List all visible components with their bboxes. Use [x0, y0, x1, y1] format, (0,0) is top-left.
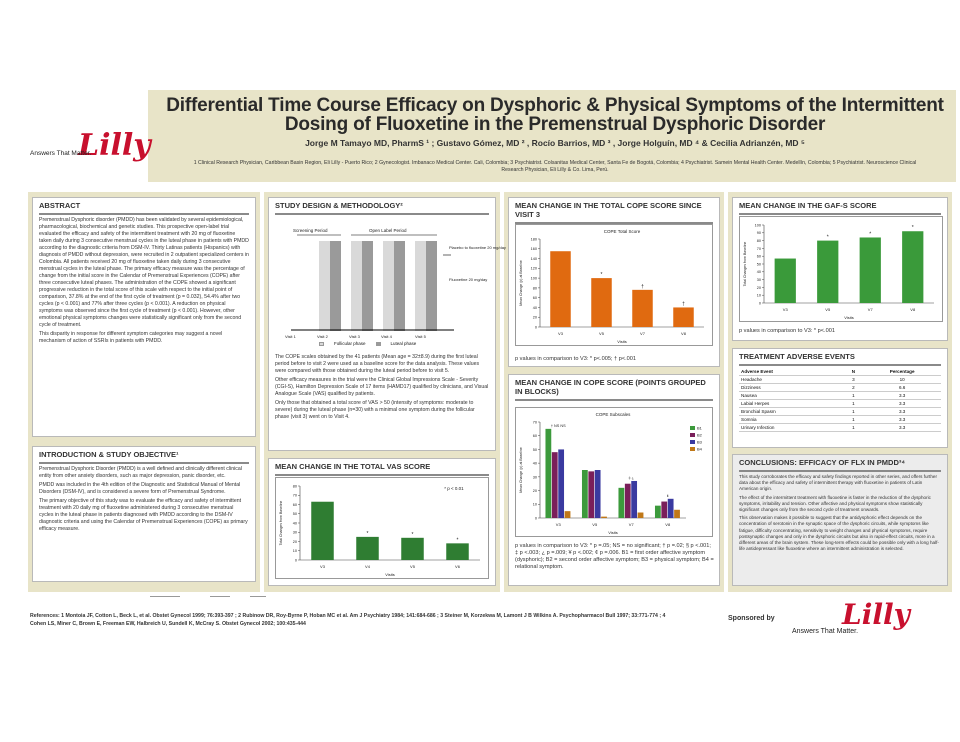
x-tick-label: V8	[681, 331, 686, 336]
legend-label: B3	[697, 439, 702, 445]
significance-marker: *	[411, 531, 414, 538]
y-axis-label: Total Changes from Baseline	[279, 500, 283, 546]
legend-label: B4	[697, 446, 702, 452]
logo-tagline: Answers That Matter.	[30, 150, 92, 157]
bar	[356, 537, 379, 560]
bar-b3	[558, 449, 564, 518]
y-tick-label: 40	[756, 270, 761, 275]
table-cell: Urinary Infection	[739, 424, 844, 432]
y-tick-label: 30	[532, 475, 537, 480]
significance-marker: *	[826, 234, 829, 241]
y-axis-label: Mean Change (p) at Baseline	[519, 260, 523, 306]
table-header: Adverse Event	[739, 368, 844, 376]
table-cell: Nausea	[739, 392, 844, 400]
x-tick-label: V8	[910, 307, 916, 312]
adverse-events-table	[739, 368, 941, 432]
introduction-panel	[32, 446, 256, 582]
gafs-chart	[740, 217, 942, 321]
x-tick-label: V5	[599, 331, 604, 336]
y-tick-label: 100	[754, 223, 761, 228]
design-text-3: Only those that obtained a total score of VAS > 50 (intensity of symptoms: moderate to severe) during the luteal phase (n=30) with a minimal one symptom during the follicular phase (visit 3) went on to Visit 4.	[275, 400, 475, 420]
bar	[902, 231, 923, 303]
bar	[860, 237, 881, 303]
significance-marker: *	[869, 231, 872, 238]
conclusions-title: CONCLUSIONS: EFFICACY OF FLX IN PMDD³⁴	[739, 458, 906, 467]
bar-b4	[565, 511, 571, 518]
divider	[275, 474, 489, 476]
y-tick-label: 0	[534, 325, 537, 330]
cope-total-panel	[508, 197, 720, 367]
bar	[673, 307, 694, 327]
table-cell: Dizziness	[739, 384, 844, 392]
divider	[515, 399, 713, 401]
bar-b2	[552, 452, 558, 518]
chart-title: COPE Total Score	[603, 229, 641, 234]
x-tick-label: V8	[665, 522, 671, 527]
x-tick-label: V7	[640, 331, 645, 336]
y-tick-label: 180	[530, 237, 537, 242]
vas-chart	[276, 478, 488, 578]
vas-title: MEAN CHANGE IN THE TOTAL VAS SCORE	[275, 462, 431, 471]
design-legend	[319, 341, 495, 346]
cope-blocks-title: MEAN CHANGE IN COPE SCORE (POINTS GROUPED IN BLOCKS)	[515, 378, 706, 396]
bar-b1	[655, 506, 661, 518]
intro-paragraph-1: Premenstrual Dysphoric Disorder (PMDD) is a well defined and clinically different clinical entity from other anxiety disorders, such as major depression, panic disorder, etc.	[39, 466, 242, 479]
x-tick-label: V6	[455, 564, 460, 569]
design-visit-4: Visit 4	[381, 334, 392, 339]
study-design-body	[269, 352, 495, 425]
bar	[550, 251, 571, 327]
adverse-events-panel	[732, 348, 948, 448]
cope-blocks-footnote: p values in comparison to V3: * p =.05; NS = no significant; † p =.02; § p <.001; ‡ p <.003; ¿ p =.009; ¥ p <.002; ¢ p =.006. B1 = first order affective symptom (dysphoric); B2 = second order affective symptom; B3 = physical symptom; B4 = relational symptom.	[515, 543, 714, 570]
significance-marker: ¢	[666, 493, 669, 498]
x-axis-label: Visits	[844, 315, 854, 320]
table-cell: Somnia	[739, 416, 844, 424]
y-tick-label: 120	[530, 266, 537, 271]
intro-paragraph-3: The primary objective of this study was to evaluate the efficacy and safety of intermittent treatment with 20 daily mg of fluoxetine administered during 3 consecutive menstrual cycles in the luteal phase in patients diagnosed with PMDD according to the DSM-IV diagnostic criteria and using the Calendar of Premenstrual Experiences (COPE) as primary efficacy measure.	[39, 498, 248, 532]
intro-paragraph-2: PMDD was included in the 4th edition of the Diagnostic and Statistical Manual of Mental Disorders (DSM-IV), and is considered a severe form of Premenstrual Syndrome.	[39, 482, 241, 495]
footer-divider-left	[150, 596, 180, 597]
y-tick-label: 0	[534, 516, 537, 521]
significance-marker: ‡ ¿	[628, 475, 634, 480]
introduction-title: INTRODUCTION & STUDY OBJECTIVE¹	[39, 450, 179, 459]
vas-annotation: * p < 0.01	[444, 486, 464, 491]
y-tick-label: 30	[756, 278, 761, 282]
y-tick-label: 60	[292, 502, 297, 507]
table-cell: 1	[844, 408, 864, 416]
adverse-events-title: TREATMENT ADVERSE EVENTS	[739, 352, 855, 361]
table-cell: 1	[844, 424, 864, 432]
bar-b2	[661, 502, 667, 518]
design-label-openlabel: Open Label Period	[369, 228, 407, 233]
gafs-title: MEAN CHANGE IN THE GAF-S SCORE	[739, 201, 877, 210]
divider	[739, 213, 941, 215]
table-row	[739, 416, 941, 424]
cope-blocks-panel	[508, 374, 720, 586]
y-tick-label: 50	[292, 512, 297, 517]
table-row	[739, 400, 941, 408]
y-tick-label: 160	[530, 247, 537, 252]
significance-marker: *	[600, 272, 603, 279]
footer-divider-mid	[210, 596, 230, 597]
y-tick-label: 100	[530, 276, 537, 281]
bar	[401, 538, 424, 560]
y-tick-label: 30	[292, 530, 297, 535]
y-tick-label: 0	[758, 301, 761, 306]
bar-b3	[631, 481, 637, 518]
significance-marker: *	[456, 537, 459, 544]
legend-follicular: Follicular phase	[334, 341, 366, 346]
table-cell: 6.6	[863, 384, 941, 392]
y-tick-label: 50	[532, 447, 537, 452]
table-cell: 3.3	[863, 416, 941, 424]
table-row	[739, 408, 941, 416]
table-row	[739, 392, 941, 400]
y-tick-label: 70	[756, 246, 761, 251]
table-cell: Labial Herpes	[739, 400, 844, 408]
x-tick-label: V5	[592, 522, 598, 527]
legend-luteal: Luteal phase	[390, 341, 417, 346]
lilly-logo-bottom: Lilly	[842, 598, 910, 631]
study-design-diagram	[269, 215, 506, 341]
cope-blocks-chart-box	[515, 407, 713, 537]
y-tick-label: 20	[756, 285, 761, 290]
vas-panel	[268, 458, 496, 586]
abstract-title: ABSTRACT	[39, 201, 81, 210]
gafs-panel	[732, 197, 948, 341]
cope-blocks-chart	[516, 408, 712, 536]
x-tick-label: V7	[628, 522, 634, 527]
x-tick-label: V3	[558, 331, 563, 336]
y-tick-label: 90	[756, 231, 761, 236]
y-tick-label: 20	[532, 488, 537, 493]
bar	[311, 502, 334, 560]
significance-marker: *	[911, 225, 914, 232]
y-tick-label: 50	[756, 262, 761, 267]
legend-swatch	[690, 433, 695, 437]
y-tick-label: 80	[532, 286, 537, 291]
bar-b4	[601, 517, 607, 518]
table-cell: Bronchial Spasm	[739, 408, 844, 416]
y-tick-label: 20	[292, 539, 297, 544]
table-cell: 3.3	[863, 424, 941, 432]
table-header: Percentage	[863, 368, 941, 376]
y-tick-label: 40	[292, 521, 297, 526]
legend-swatch	[690, 440, 695, 444]
y-tick-label: 60	[532, 434, 537, 439]
design-label-screening: Screening Period	[293, 228, 328, 233]
table-cell: 1	[844, 392, 864, 400]
bar	[817, 241, 838, 303]
bar-b2	[588, 471, 594, 518]
conclusions-body	[733, 472, 947, 556]
table-cell: 10	[863, 376, 941, 384]
table-cell: 3.3	[863, 400, 941, 408]
y-tick-label: 140	[530, 256, 537, 261]
legend-swatch	[690, 447, 695, 451]
design-visit-2: Visit 2	[317, 334, 328, 339]
cope-total-footnote: p values in comparison to V3: * p<.005; † p<.001	[515, 356, 636, 362]
design-label-placebo: Placebo to fluoxetine 20 mg/day	[449, 245, 506, 250]
y-tick-label: 40	[532, 461, 537, 466]
y-tick-label: 10	[292, 549, 297, 554]
x-tick-label: V4	[365, 564, 370, 569]
gafs-footnote: p values in comparison to V3: * p<.001	[739, 328, 835, 334]
y-tick-label: 60	[532, 296, 537, 301]
design-text-2: Other efficacy measures in the trial were the Clinical Global Impressions Scale - Severity (CGI-S), Hamilton Depression Scale of 17 items (HAMD17) qualified by clinicians, and Visual Analogue Scale (VAS) qualified by patients.	[275, 377, 489, 397]
table-cell: 1	[844, 400, 864, 408]
design-text-1: The COPE scales obtained by the 41 patients (Mean age = 32±8.9) during the first luteal period before to visit 2 were used as a baseline score for the data analysis. These values were compared with those obtained during the luteal period before to visit 5.	[275, 354, 480, 374]
poster-authors: Jorge M Tamayo MD, PharmS ¹ ; Gustavo Gómez, MD ² , Rocío Barrios, MD ³ , Jorge Holguín, MD ⁴ & Cecilia Adrianzén, MD ⁵	[305, 138, 805, 148]
abstract-text: Premenstrual Dysphoric disorder (PMDD) has been validated by several epidemiological, pharmacological, biochemical and genetic studies. This prospective open-label trial evaluated the efficacy and safety of the intermittent treatment with 20 mg of fluoxetine taken daily during 3 consecutive menstrual cycles in the luteal phase in patients with PMDD according to the diagnostic criteria from DSM-IV. Thirty Latinas patients (Hispanics) with diagnosis of PMDD without depression, were recruited in 2 outpatient specialized centers in Colombia. All patients received 20 mg of fluoxetine taken daily during 3 consecutive menstrual cycles in the luteal phase. The primary efficacy measure was the percentage of change from the initial score in the Calendar of Premenstrual Experiences (COPE) after three consecutive luteal phases. The administration of the COPE showed a significant progressive reduction in the total score of this scale with respect to the initial point of comparison, 37.8% at the end of the first cycle of treatment (p = 0.032), 54.4% after two cycles (p < 0.001) and 77% after three cycles (p < 0.001). A reduction on physical symptoms was observed since the first cycle of treatment (p < 0.001). However, other emotional physical symptoms changes were statistically significant only from the second cycle of treatment.	[39, 217, 249, 328]
logo-tagline-bottom: Answers That Matter.	[792, 628, 859, 635]
legend-label: B1	[697, 425, 702, 431]
chart-title: COPE Subscales	[595, 412, 631, 417]
y-tick-label: 60	[756, 254, 761, 259]
cope-total-chart-box	[515, 224, 713, 346]
table-header-row	[739, 368, 941, 376]
table-header: N	[844, 368, 864, 376]
cope-total-chart	[516, 225, 712, 345]
y-tick-label: 70	[292, 493, 297, 498]
gafs-chart-box	[739, 216, 943, 322]
y-tick-label: 10	[532, 502, 537, 507]
y-axis-label: Mean Change (p) at Baseline	[519, 447, 523, 493]
introduction-body	[33, 464, 255, 537]
x-axis-label: Visits	[385, 572, 395, 577]
y-tick-label: 80	[756, 239, 761, 243]
poster-affiliations: 1 Clinical Research Physician, Caribbean Basin Region, Eli Lilly - Puerto Rico; 2 Gynecologist. Imbanaco Medical Center. Cali, Colombia; 3 Psychiatrist. Colsanitas Medical Center, Santa Fe de Bogotá, Colombia; 4 Psychiatrist. Samein Mental Health Center. Medellín, Colombia; 5 Psychiatrist. Neuroscience Clinical Research Physician, Eli Lilly & Co. Lima, Perú.	[193, 160, 917, 173]
table-row	[739, 384, 941, 392]
abstract-panel	[32, 197, 256, 437]
bar	[632, 290, 653, 327]
legend-label: B2	[697, 432, 702, 438]
conclusion-item-2: The effect of the intermittent treatment with fluoxetine is faster in the reduction of the dysphoric symptoms, irritability and tension. Other affective and physical symptoms show statistically significant changes only from the second cycle of treatment onwards.	[739, 494, 931, 513]
bar	[446, 543, 469, 560]
y-tick-label: 10	[756, 293, 761, 298]
y-tick-label: 20	[532, 315, 537, 320]
cope-total-title: MEAN CHANGE IN THE TOTAL COPE SCORE SINCE VISIT 3	[515, 201, 702, 219]
footer-divider-right	[250, 596, 266, 597]
table-row	[739, 376, 941, 384]
significance-marker: †	[641, 283, 644, 290]
abstract-text-2: This disparity in response for different symptom categories may suggest a novel mechanism of action of SSRIs in patients with PMDD.	[39, 331, 223, 344]
bar-b2	[625, 484, 631, 518]
poster-header	[0, 90, 960, 190]
x-axis-label: Visits	[617, 339, 627, 344]
references: References: 1 Montoia JF, Cotton L, Beck L, et al. Obstet Gynecol 1999; 76:393-397 ; 2 Rubinow DR, Roy-Byrne P, Hoban MC et al. Am J Psychiatry 1984; 141:684-686 ; 3 Steiner M, Korzekwa M, Lamont J B Wilkins A. Psychopharmacol Bull 1997; 33:771-774 ; 4 Cohen LS, Miner C, Brown E, Freeman EW, Halbreich U, Sundell K, McCray S. Obstet Gynecol 2002; 100:435-444	[30, 613, 666, 627]
study-design-panel	[268, 197, 506, 451]
table-cell: 1	[844, 416, 864, 424]
bar	[591, 278, 612, 327]
conclusions-panel	[732, 454, 948, 586]
table-row	[739, 424, 941, 432]
significance-marker: †	[682, 301, 685, 308]
table-cell: Headache	[739, 376, 844, 384]
design-visit-3: Visit 3	[349, 334, 360, 339]
y-tick-label: 0	[294, 558, 297, 563]
design-visit-5: Visit 5	[415, 334, 426, 339]
study-design-title: STUDY DESIGN & METHODOLOGY²	[275, 201, 403, 210]
bar	[775, 259, 796, 303]
x-tick-label: V7	[867, 307, 873, 312]
table-cell: 3.3	[863, 392, 941, 400]
y-axis-label: Total Changes from Baseline	[743, 241, 747, 287]
significance-marker: *	[366, 530, 369, 537]
design-visit-1: Visit 1	[285, 334, 296, 339]
bar-b4	[674, 510, 680, 518]
divider	[739, 364, 941, 366]
bar-b3	[595, 470, 601, 518]
sponsored-by-label: Sponsored by	[728, 615, 775, 622]
bar-b1	[545, 429, 551, 518]
vas-chart-box	[275, 477, 489, 579]
conclusion-item-1: This study corroborates the efficacy and safety findings reported in other series, and offers further data about the efficacy and safety of intermittent therapy with fluoxetine in patients of Latin American origin.	[739, 474, 937, 492]
y-tick-label: 80	[292, 484, 297, 489]
lilly-logo: Lilly	[78, 128, 151, 163]
poster-title: Differential Time Course Efficacy on Dysphoric & Physical Symptoms of the Intermittent Dosing of Fluoxetine in the Premenstrual Dysphoric Disorder	[166, 95, 944, 135]
x-tick-label: V5	[825, 307, 831, 312]
legend-swatch	[690, 426, 695, 430]
x-tick-label: V3	[320, 564, 325, 569]
bar-b3	[668, 499, 674, 518]
x-tick-label: V5	[410, 564, 415, 569]
design-label-dose: Fluoxetine 20 mg/day	[449, 277, 488, 282]
legend-swatch-luteal	[376, 342, 381, 346]
table-cell: 3.3	[863, 408, 941, 416]
legend-swatch-follicular	[319, 342, 324, 346]
bar-b1	[618, 488, 624, 518]
y-tick-label: 40	[532, 305, 537, 310]
x-tick-label: V3	[555, 522, 561, 527]
significance-marker: † NS NS	[550, 423, 566, 428]
table-cell: 2	[844, 384, 864, 392]
conclusion-item-3: This observation makes it possible to suggest that the antidysphoric effect depends on the concentration of serotonin in the synaptic space of the dysphoric circuits, while symptoms like fatigue, difficulty concentrating, sensitivity to weight changes and physical symptoms, require postsynaptic changes and only in the dysphoric circuits but also in rapid-effect circuits, more in a different areas of the brain system. These long-term effects could be possible only with a long half-life antidepressant like fluoxetine where an intermittent administration is selected.	[739, 515, 939, 552]
x-axis-label: Visits	[608, 530, 618, 535]
bar-b1	[582, 470, 588, 518]
bar-b4	[638, 513, 644, 518]
y-tick-label: 70	[532, 420, 537, 425]
table-cell: 3	[844, 376, 864, 384]
abstract-body	[33, 215, 255, 349]
x-tick-label: V3	[782, 307, 788, 312]
